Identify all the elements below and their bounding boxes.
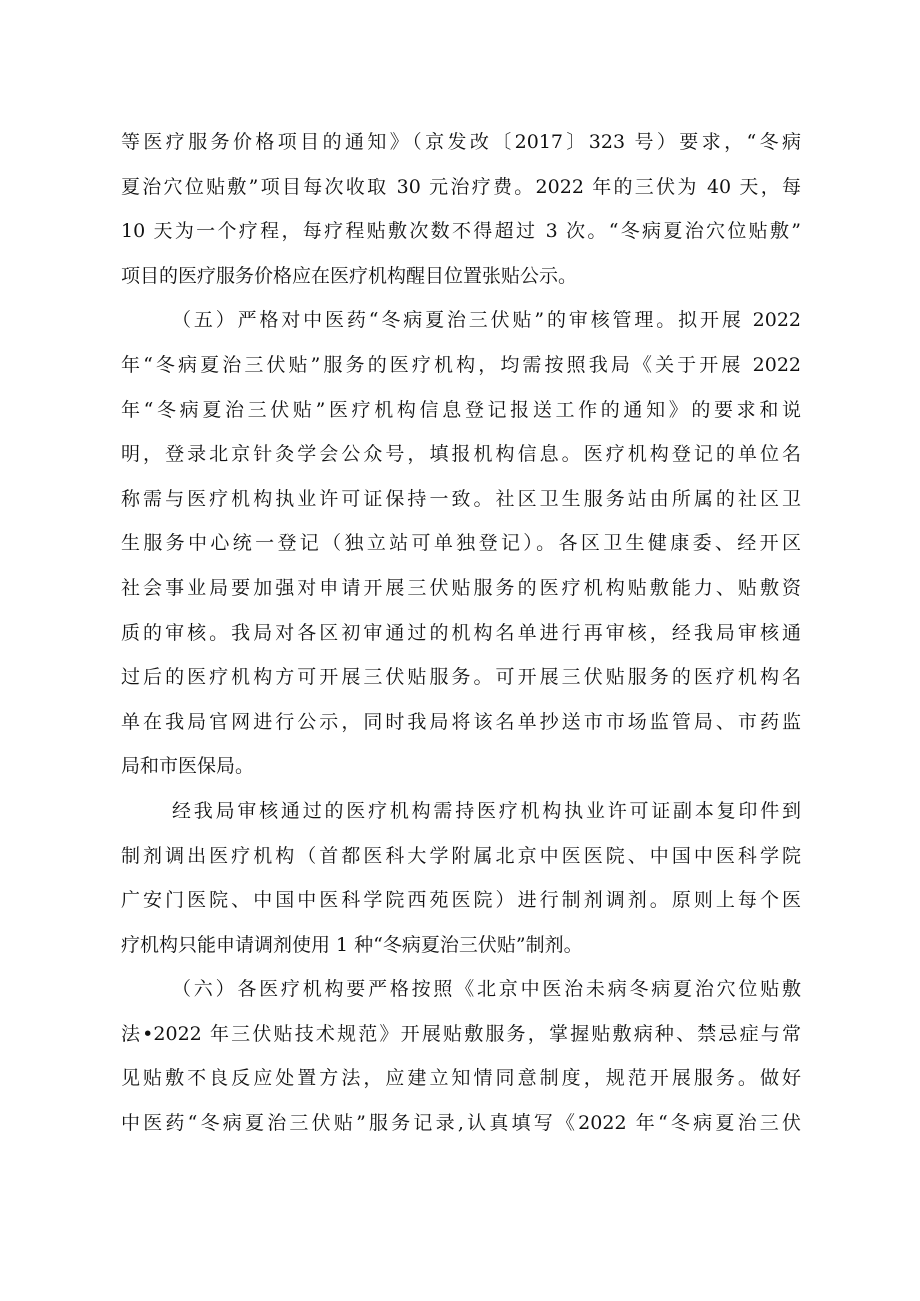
paragraph (121, 967, 801, 1145)
document-body (121, 120, 801, 1146)
text-line: 过后的医疗机构方可开展三伏贴服务。可开展三伏贴服务的医疗机构名 (121, 666, 801, 689)
text-line: 10 天为一个疗程，每疗程贴敷次数不得超过 3 次。“冬病夏治穴位贴敷” (121, 220, 801, 243)
text-line: 质的审核。我局对各区初审通过的机构名单进行再审核，经我局审核通 (121, 621, 801, 644)
text-line: 称需与医疗机构执业许可证保持一致。社区卫生服务站由所属的社区卫 (121, 487, 801, 510)
text-line: （五）严格对中医药“冬病夏治三伏贴”的审核管理。拟开展 2022 (172, 309, 801, 332)
text-line: 生服务中心统一登记（独立站可单独登记）。各区卫生健康委、经开区 (121, 532, 801, 555)
text-line: 项目的医疗服务价格应在医疗机构醒目位置张贴公示。 (121, 264, 578, 287)
paragraph (121, 120, 801, 298)
paragraph (121, 298, 801, 789)
text-line: 中医药“冬病夏治三伏贴”服务记录,认真填写《2022 年“冬病夏治三伏 (121, 1112, 801, 1135)
text-line: 广安门医院、中国中医科学院西苑医院）进行制剂调剂。原则上每个医 (121, 889, 801, 912)
text-line: 年“冬病夏治三伏贴”医疗机构信息登记报送工作的通知》的要求和说 (121, 398, 801, 421)
text-line: 夏治穴位贴敷”项目每次收取 30 元治疗费。2022 年的三伏为 40 天，每 (121, 175, 801, 198)
text-line: 等医疗服务价格项目的通知》（京发改〔2017〕323 号）要求，“冬病 (121, 131, 801, 153)
text-line: 年“冬病夏治三伏贴”服务的医疗机构，均需按照我局《关于开展 2022 (121, 353, 801, 376)
text-line: 局和市医保局。 (121, 755, 255, 778)
text-line: 经我局审核通过的医疗机构需持医疗机构执业许可证副本复印件到 (172, 799, 801, 822)
text-line: 法•2022 年三伏贴技术规范》开展贴敷服务，掌握贴敷病种、禁忌症与常 (121, 1022, 801, 1045)
text-line: 见贴敷不良反应处置方法，应建立知情同意制度，规范开展服务。做好 (121, 1067, 801, 1090)
text-line: 制剂调出医疗机构（首都医科大学附属北京中医医院、中国中医科学院 (121, 844, 801, 867)
text-line: 单在我局官网进行公示，同时我局将该名单抄送市市场监管局、市药监 (121, 710, 801, 733)
text-line: 社会事业局要加强对申请开展三伏贴服务的医疗机构贴敷能力、贴敷资 (121, 576, 801, 599)
paragraph (121, 789, 801, 967)
text-line: 疗机构只能申请调剂使用 1 种“冬病夏治三伏贴”制剂。 (121, 933, 583, 956)
text-line: 明，登录北京针灸学会公众号，填报机构信息。医疗机构登记的单位名 (121, 443, 801, 466)
text-line: （六）各医疗机构要严格按照《北京中医治未病冬病夏治穴位贴敷 (172, 978, 801, 1001)
